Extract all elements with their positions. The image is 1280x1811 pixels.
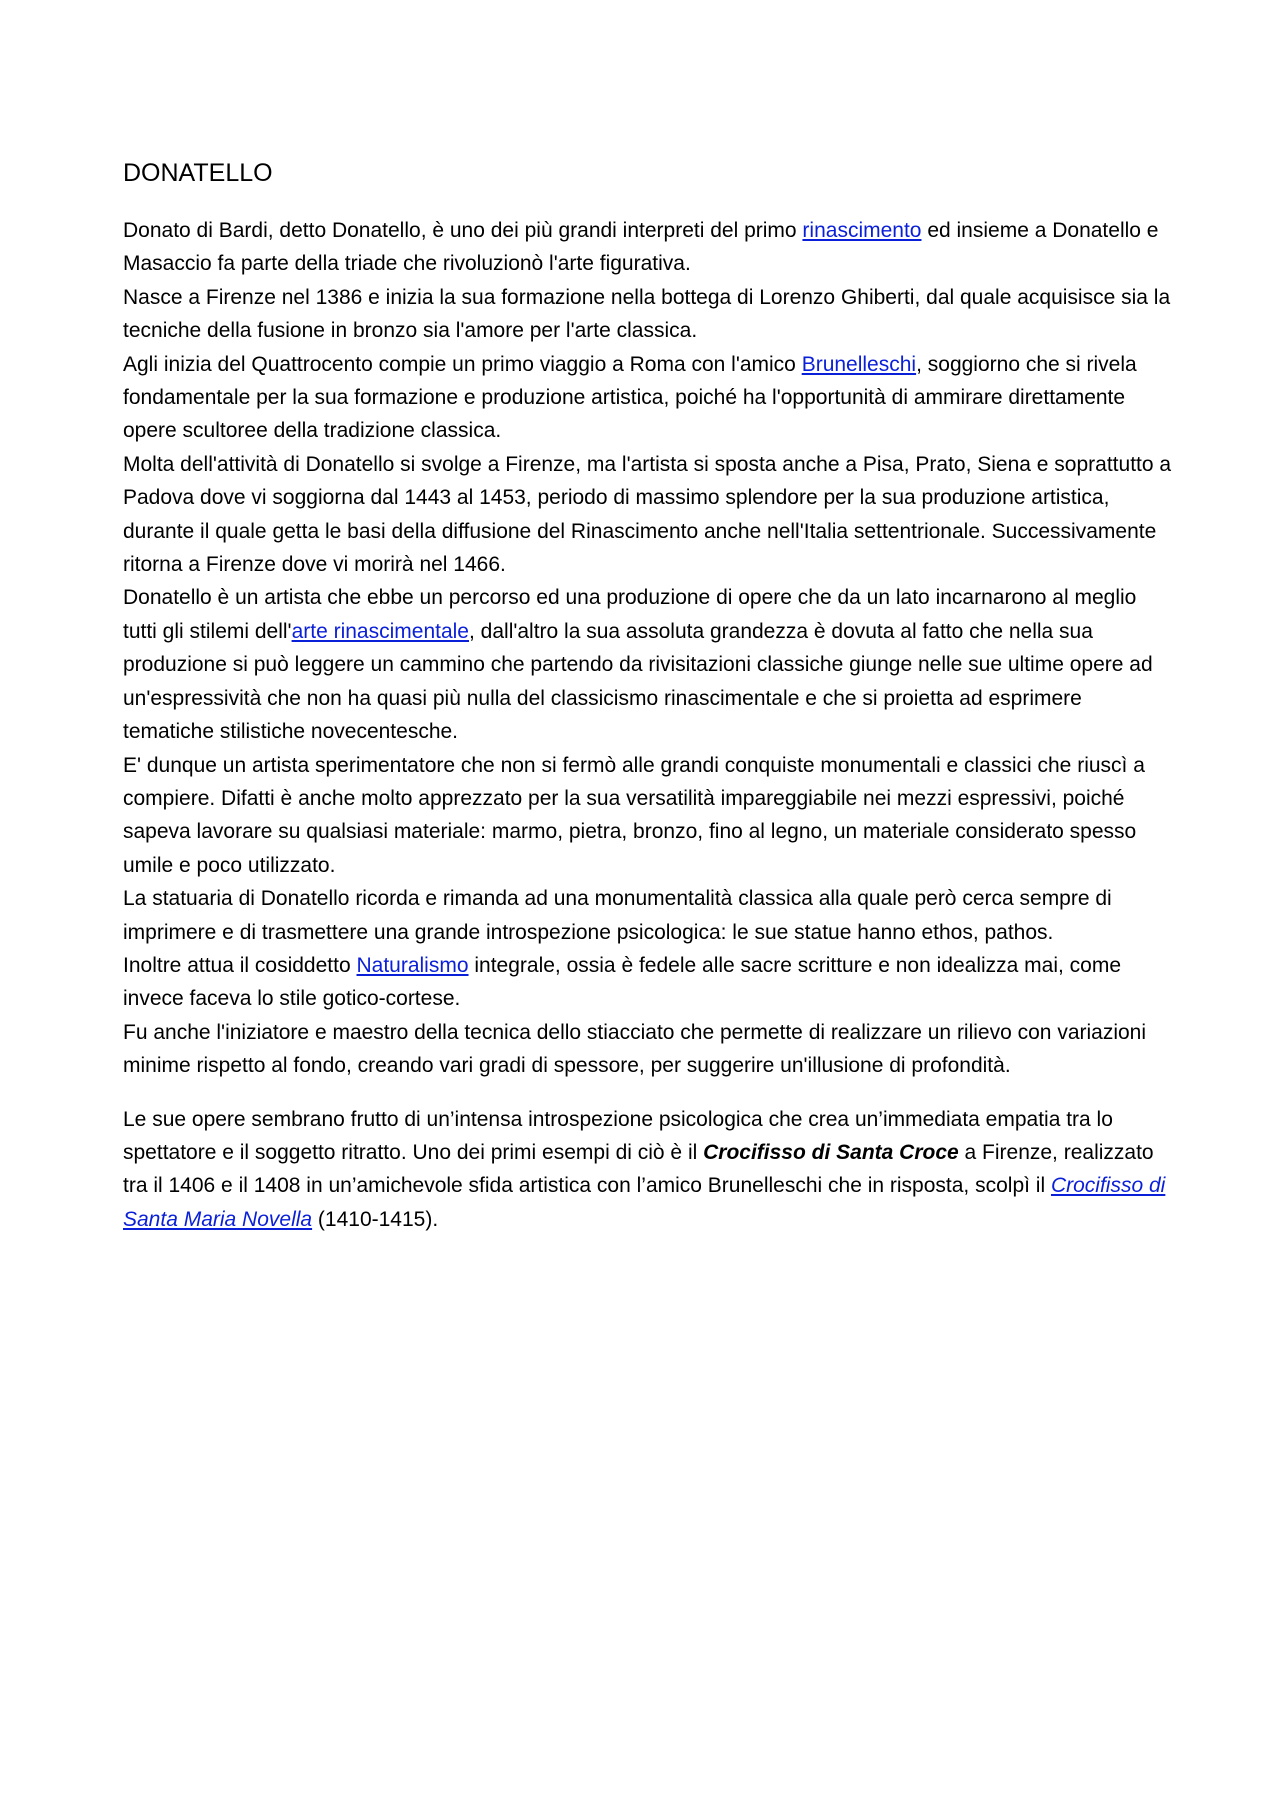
crocifisso-santa-croce-emphasis: Crocifisso di Santa Croce	[703, 1140, 959, 1164]
paragraph-10	[123, 1103, 1173, 1237]
paragraph-3-text-a: Agli inizia del Quattrocento compie un primo viaggio a Roma con l'amico	[123, 352, 802, 376]
paragraph-2: Nasce a Firenze nel 1386 e inizia la sua formazione nella bottega di Lorenzo Ghiberti, dal quale acquisisce sia la tecniche della fusione in bronzo sia l'amore per l'arte classica.	[123, 285, 1171, 343]
main-text-block	[123, 214, 1173, 1083]
paragraph-3-text-b: , soggiorno che si rivela fondamentale per la sua formazione e produzione artistica, poiché ha l'opportunità di ammirare direttamente opere scultoree della tradizione classica.	[123, 352, 1137, 443]
paragraph-10-text-c: (1410-1415).	[312, 1207, 439, 1231]
document-title: DONATELLO	[123, 159, 273, 187]
paragraph-7: La statuaria di Donatello ricorda e rimanda ad una monumentalità classica alla quale però cerca sempre di imprimere e di trasmettere una grande introspezione psicologica: le sue statue hanno ethos, pathos.	[123, 887, 1112, 944]
paragraph-10-text-a: Le sue opere sembrano frutto di un’intensa introspezione psicologica che crea un’immediata empatia tra lo spettatore e il soggetto ritratto. Uno dei primi esempi di ciò è il	[123, 1107, 1113, 1164]
paragraph-4: Molta dell'attività di Donatello si svolge a Firenze, ma l'artista si sposta anche a Pisa, Prato, Siena e soprattutto a Padova dove vi soggiorna dal 1443 al 1453, periodo di massimo splendore per la sua produzione artistica, durante il quale getta le basi della diffusione del Rinascimento anche nell'Italia settentrionale. Successivamente ritorna a Firenze dove vi morirà nel 1466.	[123, 452, 1172, 577]
link-brunelleschi[interactable]: Brunelleschi	[801, 352, 917, 376]
link-crocifisso-santa-maria-novella[interactable]: Crocifisso di Santa Maria Novella	[123, 1174, 1166, 1231]
paragraph-8	[123, 949, 1173, 1016]
paragraph-3	[123, 348, 1173, 448]
second-text-block	[123, 1103, 1173, 1237]
paragraph-8-text-b: integrale, ossia è fedele alle sacre scritture e non idealizza mai, come invece faceva lo stile gotico-cortese.	[123, 953, 1122, 1011]
document-body	[123, 150, 1173, 1256]
paragraph-5	[123, 581, 1173, 748]
paragraph-5-text-b: , dall'altro la sua assoluta grandezza è dovuta al fatto che nella sua produzione si può leggere un cammino che partendo da rivisitazioni classiche giunge nelle sue ultime opere ad un'espressività che non ha quasi più nulla del classicismo rinascimentale e che si proietta ad esprimere tematiche stilistiche novecentesche.	[123, 619, 1153, 744]
link-naturalismo[interactable]: Naturalismo	[356, 953, 469, 977]
paragraph-1-text-b: ed insieme a Donatello e Masaccio fa parte della triade che rivoluzionò l'arte figurativa.	[123, 219, 1159, 276]
paragraph-8-text-a: Inoltre attua il cosiddetto	[123, 953, 357, 977]
paragraph-1	[123, 214, 1173, 281]
paragraph-6: E' dunque un artista sperimentatore che non si fermò alle grandi conquiste monumentali e classici che riuscì a compiere. Difatti è anche molto apprezzato per la sua versatilità impareggiabile nei mezzi espressivi, poiché sapeva lavorare su qualsiasi materiale: marmo, pietra, bronzo, fino al legno, un materiale considerato spesso umile e poco utilizzato.	[123, 753, 1145, 877]
paragraph-1-text-a: Donato di Bardi, detto Donatello, è uno dei più grandi interpreti del primo	[123, 219, 803, 242]
link-rinascimento[interactable]: rinascimento	[802, 219, 922, 242]
link-arte-rinascimentale[interactable]: arte rinascimentale	[291, 619, 469, 643]
paragraph-9: Fu anche l'iniziatore e maestro della tecnica dello stiacciato che permette di realizzare un rilievo con variazioni minime rispetto al fondo, creando vari gradi di spessore, per suggerire un'illusione di profondità.	[123, 1020, 1147, 1078]
paragraph-10-text-b: a Firenze, realizzato tra il 1406 e il 1408 in un’amichevole sfida artistica con l’amico Brunelleschi che in risposta, scolpì il	[123, 1140, 1154, 1198]
paragraph-5-text-a: Donatello è un artista che ebbe un percorso ed una produzione di opere che da un lato incarnarono al meglio tutti gli stilemi dell'	[123, 586, 1137, 643]
